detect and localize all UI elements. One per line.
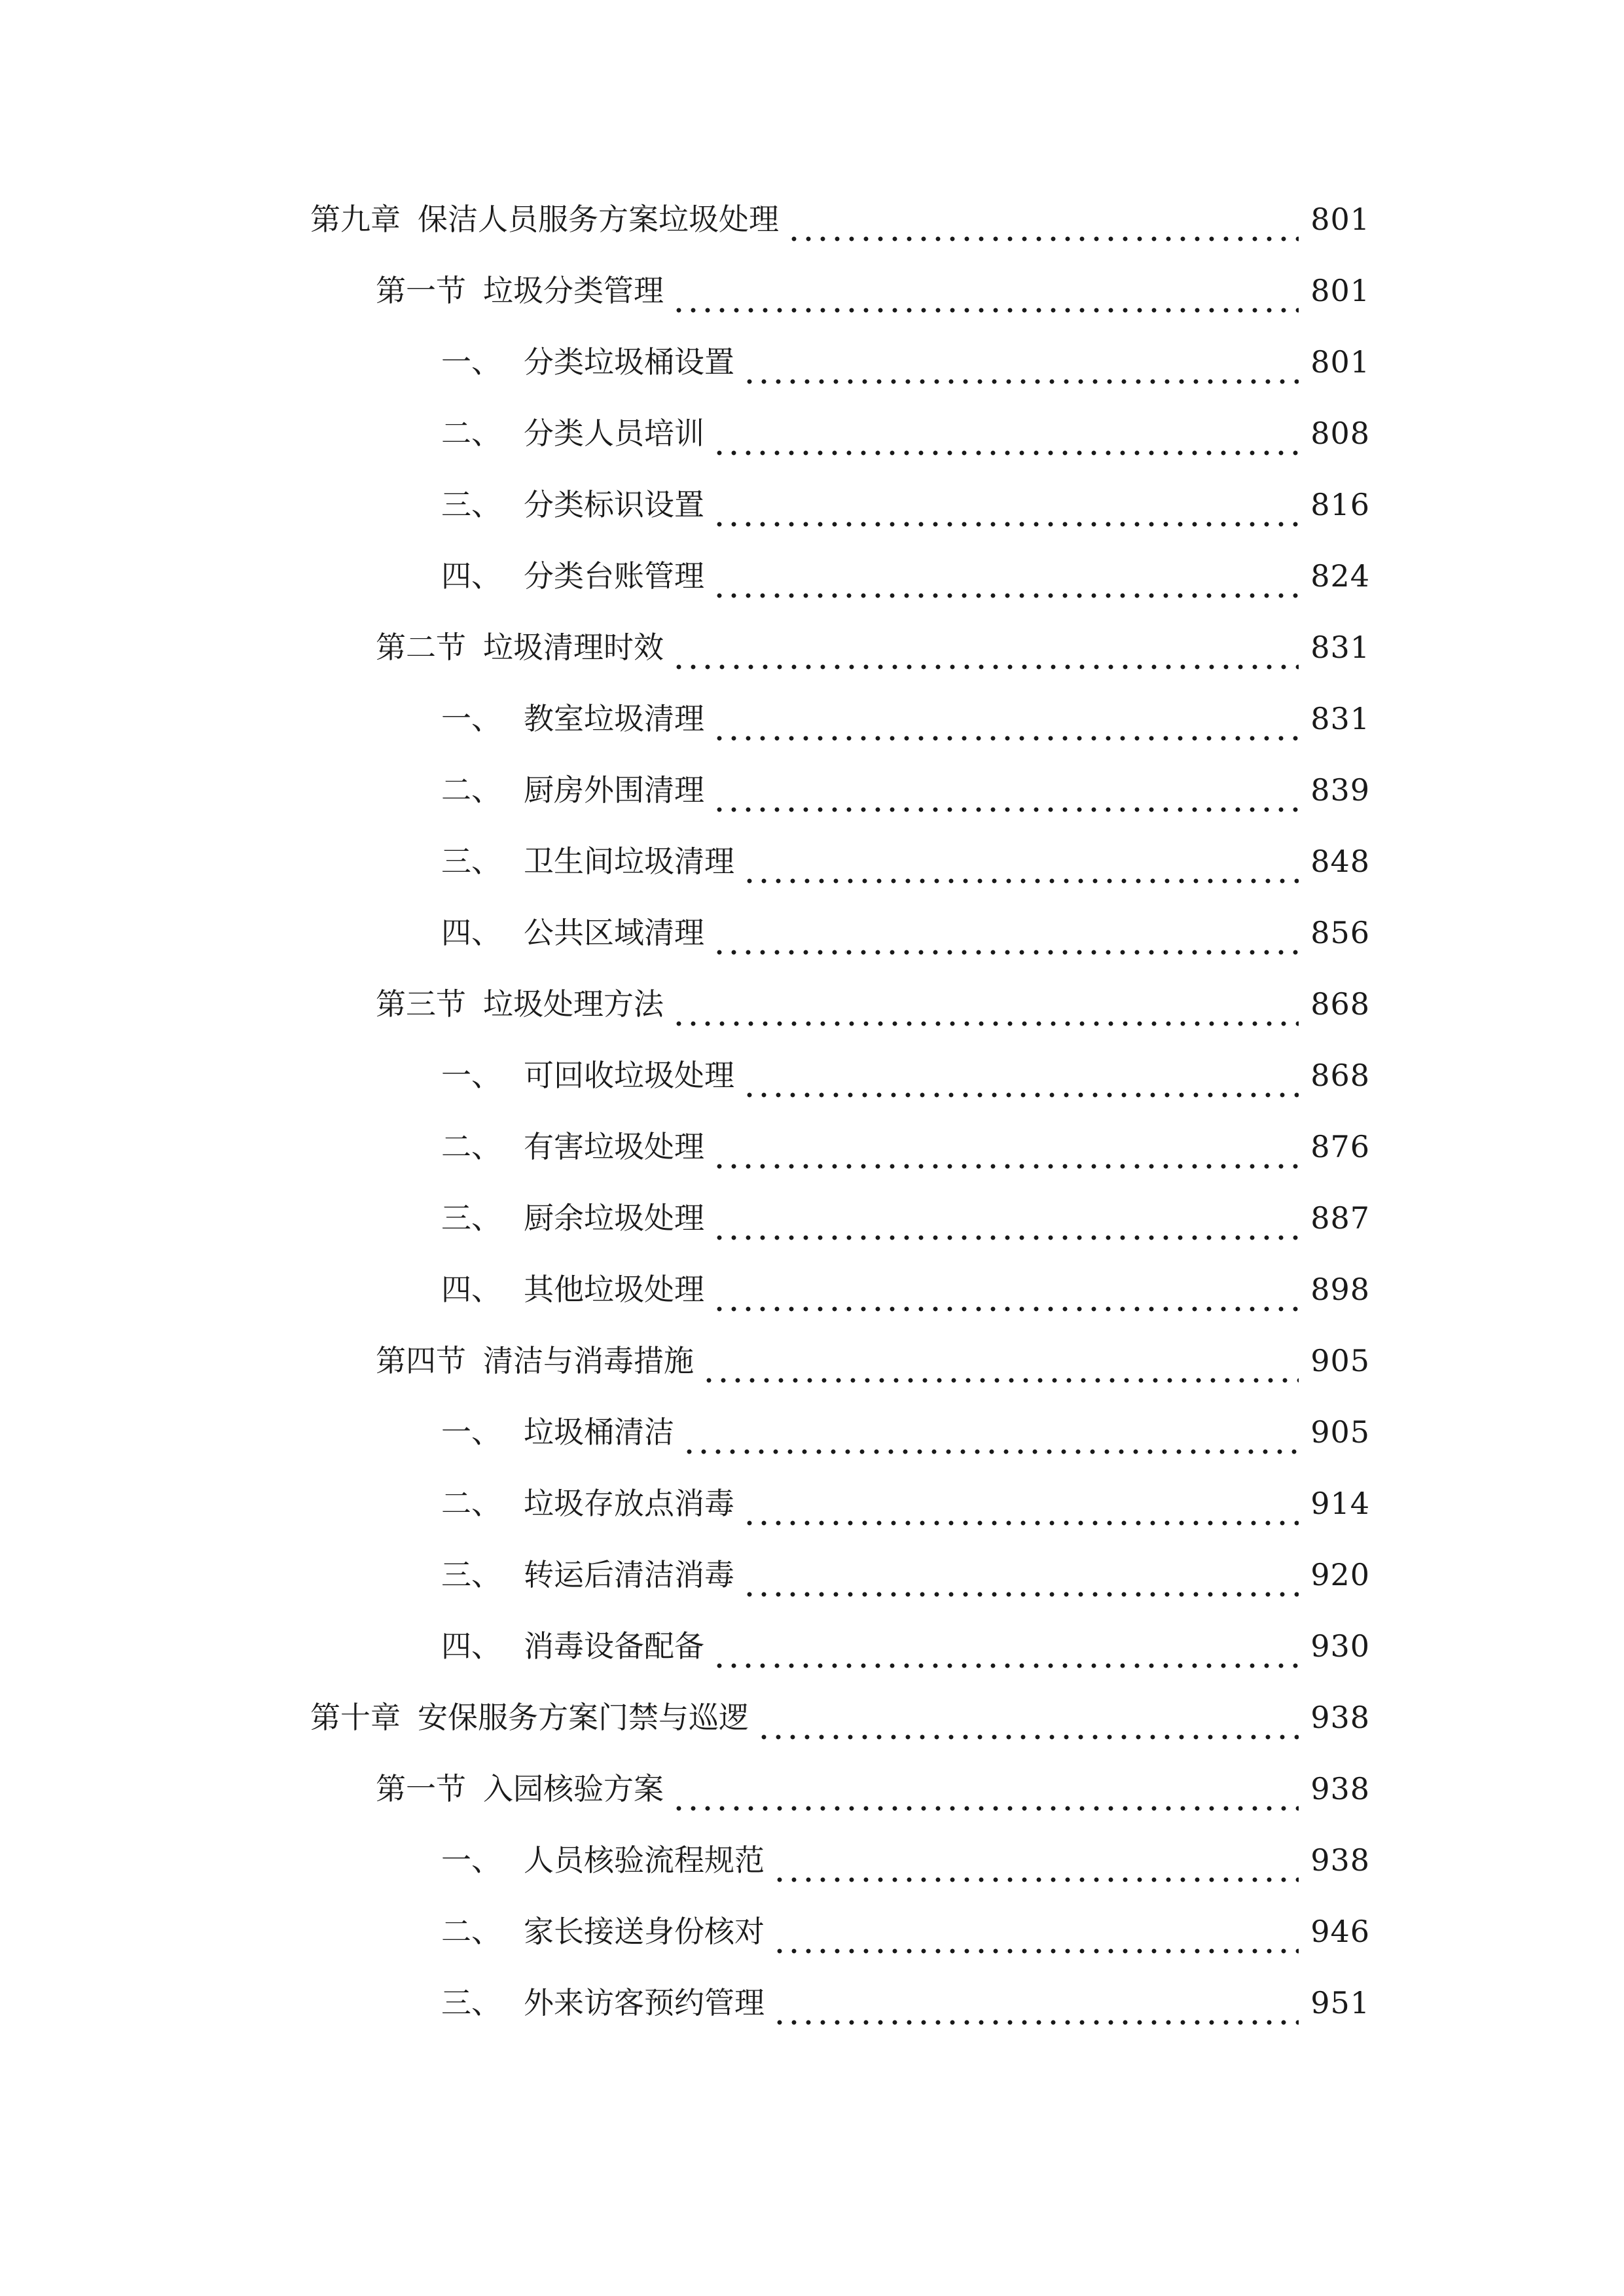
dot-leader <box>712 767 1299 813</box>
toc-prefix: 三、 <box>441 1200 501 1236</box>
toc-prefix: 四、 <box>441 1272 501 1307</box>
toc-title: 家长接送身份核对 <box>524 1914 765 1949</box>
toc-prefix: 二、 <box>441 1129 501 1164</box>
dot-leader <box>672 1766 1299 1812</box>
toc-prefix: 三、 <box>441 1557 501 1592</box>
toc-title: 厨余垃圾处理 <box>524 1200 704 1236</box>
toc-entry[interactable] <box>376 624 1370 670</box>
toc-title: 垃圾存放点消毒 <box>524 1486 734 1521</box>
page-number: 816 <box>1310 487 1370 522</box>
dot-leader <box>772 1837 1299 1883</box>
toc-title: 分类垃圾桶设置 <box>524 344 734 380</box>
toc-entry[interactable] <box>441 1124 1370 1170</box>
dot-leader <box>712 1623 1299 1669</box>
page-number: 876 <box>1310 1129 1370 1164</box>
toc-title: 其他垃圾处理 <box>524 1272 704 1307</box>
dot-leader <box>672 268 1299 314</box>
toc-prefix: 第九章 <box>310 202 401 237</box>
dot-leader <box>712 1124 1299 1170</box>
toc-entry[interactable] <box>441 1266 1370 1312</box>
toc-entry[interactable] <box>441 1195 1370 1241</box>
toc-prefix: 二、 <box>441 1914 501 1949</box>
dot-leader <box>712 1195 1299 1241</box>
toc-title: 保洁人员服务方案垃圾处理 <box>418 202 779 237</box>
toc-entry-label <box>441 1623 704 1669</box>
page-number: 868 <box>1310 986 1370 1022</box>
toc-entry-label <box>441 339 734 385</box>
dot-leader <box>742 838 1299 884</box>
dot-leader <box>757 1695 1299 1740</box>
toc-prefix: 四、 <box>441 1628 501 1664</box>
toc-prefix: 二、 <box>441 772 501 808</box>
toc-title: 转运后清洁消毒 <box>524 1557 734 1592</box>
toc-title: 安保服务方案门禁与巡逻 <box>418 1700 749 1735</box>
dot-leader <box>712 696 1299 742</box>
page-number: 951 <box>1310 1985 1370 2020</box>
toc-prefix: 一、 <box>441 1842 501 1878</box>
dot-leader <box>772 1909 1299 1954</box>
page-number: 938 <box>1310 1700 1370 1735</box>
toc-title: 分类人员培训 <box>524 416 704 451</box>
toc-prefix: 一、 <box>441 701 501 736</box>
toc-entry[interactable] <box>441 1480 1370 1526</box>
toc-prefix: 第一节 <box>376 273 466 308</box>
toc-prefix: 第十章 <box>310 1700 401 1735</box>
toc-title: 有害垃圾处理 <box>524 1129 704 1164</box>
toc-title: 清洁与消毒措施 <box>483 1343 694 1378</box>
toc-title: 外来访客预约管理 <box>524 1985 765 2020</box>
toc-entry-label <box>441 1480 734 1526</box>
page-number: 914 <box>1310 1486 1370 1521</box>
toc-entry-label <box>376 981 664 1027</box>
page-number: 946 <box>1310 1914 1370 1949</box>
page-number: 905 <box>1310 1343 1370 1378</box>
dot-leader <box>712 1266 1299 1312</box>
dot-leader <box>712 553 1299 599</box>
toc-entry[interactable] <box>376 981 1370 1027</box>
toc-entry[interactable] <box>376 1338 1370 1384</box>
page-number: 887 <box>1310 1200 1370 1236</box>
toc-entry-label <box>441 1552 734 1598</box>
dot-leader <box>712 482 1299 528</box>
dot-leader <box>672 981 1299 1027</box>
page-number: 808 <box>1310 416 1370 451</box>
page-number: 856 <box>1310 915 1370 950</box>
toc-prefix: 一、 <box>441 1414 501 1450</box>
toc-prefix: 四、 <box>441 915 501 950</box>
toc-title: 人员核验流程规范 <box>524 1842 765 1878</box>
toc-entry-label <box>441 1124 704 1170</box>
toc-entry[interactable] <box>441 838 1370 884</box>
toc-entry-label <box>376 624 664 670</box>
toc-title: 消毒设备配备 <box>524 1628 704 1664</box>
toc-title: 可回收垃圾处理 <box>524 1058 734 1093</box>
page-number: 824 <box>1310 558 1370 594</box>
toc-entry-label <box>441 410 704 456</box>
toc-entry[interactable] <box>310 1695 1370 1740</box>
toc-entry[interactable] <box>441 1409 1370 1455</box>
toc-entry-label <box>441 838 734 884</box>
toc-entry-label <box>441 1266 704 1312</box>
toc-entry-label <box>441 696 704 742</box>
toc-entry-label <box>441 1909 765 1954</box>
page-number: 920 <box>1310 1557 1370 1592</box>
toc-entry-label <box>441 1980 765 2026</box>
toc-title: 入园核验方案 <box>483 1771 664 1806</box>
dot-leader <box>787 196 1299 242</box>
dot-leader <box>672 624 1299 670</box>
toc-entry[interactable] <box>441 910 1370 956</box>
toc-entry[interactable] <box>441 553 1370 599</box>
toc-prefix: 二、 <box>441 1486 501 1521</box>
toc-entry-label <box>376 1766 664 1812</box>
toc-entry-label <box>376 268 664 314</box>
toc-entry[interactable] <box>441 696 1370 742</box>
toc-prefix: 一、 <box>441 344 501 380</box>
toc-title: 公共区域清理 <box>524 915 704 950</box>
dot-leader <box>712 410 1299 456</box>
toc-entry-label <box>441 1409 674 1455</box>
toc-entry[interactable] <box>441 767 1370 813</box>
toc-title: 分类标识设置 <box>524 487 704 522</box>
toc-title: 垃圾处理方法 <box>483 986 664 1022</box>
toc-prefix: 四、 <box>441 558 501 594</box>
dot-leader <box>742 1052 1299 1098</box>
toc-prefix: 一、 <box>441 1058 501 1093</box>
toc-entry-label <box>441 1837 765 1883</box>
toc-title: 厨房外围清理 <box>524 772 704 808</box>
toc-entry[interactable] <box>441 1623 1370 1669</box>
page-number: 831 <box>1310 701 1370 736</box>
toc-entry-label <box>441 767 704 813</box>
page-number: 868 <box>1310 1058 1370 1093</box>
toc-entry[interactable] <box>376 1766 1370 1812</box>
toc-entry[interactable] <box>310 196 1370 242</box>
dot-leader <box>682 1409 1299 1455</box>
dot-leader <box>742 1552 1299 1598</box>
toc-entry-label <box>441 482 704 528</box>
toc-title: 垃圾分类管理 <box>483 273 664 308</box>
toc-entry[interactable] <box>441 482 1370 528</box>
toc-entry-label <box>441 910 704 956</box>
toc-entry[interactable] <box>376 268 1370 314</box>
toc-prefix: 二、 <box>441 416 501 451</box>
page-number: 898 <box>1310 1272 1370 1307</box>
page-number: 938 <box>1310 1771 1370 1806</box>
toc-prefix: 三、 <box>441 487 501 522</box>
toc-entry-label <box>441 1052 734 1098</box>
dot-leader <box>742 339 1299 385</box>
toc-entry-label <box>441 553 704 599</box>
toc-entry-label <box>376 1338 694 1384</box>
toc-entry[interactable] <box>441 1909 1370 1954</box>
toc-entry-label <box>441 1195 704 1241</box>
toc-title: 垃圾清理时效 <box>483 630 664 665</box>
toc-entry[interactable] <box>441 1052 1370 1098</box>
toc-prefix: 三、 <box>441 844 501 879</box>
toc-entry[interactable] <box>441 410 1370 456</box>
toc-prefix: 第三节 <box>376 986 466 1022</box>
page-number: 801 <box>1310 273 1370 308</box>
dot-leader <box>772 1980 1299 2026</box>
toc-prefix: 第四节 <box>376 1343 466 1378</box>
page-number: 801 <box>1310 202 1370 237</box>
toc-entry[interactable] <box>441 1552 1370 1598</box>
toc-title: 垃圾桶清洁 <box>524 1414 674 1450</box>
toc-title: 分类台账管理 <box>524 558 704 594</box>
dot-leader <box>742 1480 1299 1526</box>
toc-prefix: 第一节 <box>376 1771 466 1806</box>
page-number: 930 <box>1310 1628 1370 1664</box>
toc-prefix: 第二节 <box>376 630 466 665</box>
toc-entry-label <box>310 1695 749 1740</box>
page-number: 938 <box>1310 1842 1370 1878</box>
dot-leader <box>702 1338 1299 1384</box>
toc-title: 卫生间垃圾清理 <box>524 844 734 879</box>
toc-prefix: 三、 <box>441 1985 501 2020</box>
dot-leader <box>712 910 1299 956</box>
page-number: 801 <box>1310 344 1370 380</box>
page-number: 905 <box>1310 1414 1370 1450</box>
page-number: 848 <box>1310 844 1370 879</box>
toc-entry[interactable] <box>441 1980 1370 2026</box>
toc-entry[interactable] <box>441 1837 1370 1883</box>
toc-entry[interactable] <box>441 339 1370 385</box>
toc-title: 教室垃圾清理 <box>524 701 704 736</box>
page-number: 831 <box>1310 630 1370 665</box>
page-number: 839 <box>1310 772 1370 808</box>
toc-entry-label <box>310 196 779 242</box>
